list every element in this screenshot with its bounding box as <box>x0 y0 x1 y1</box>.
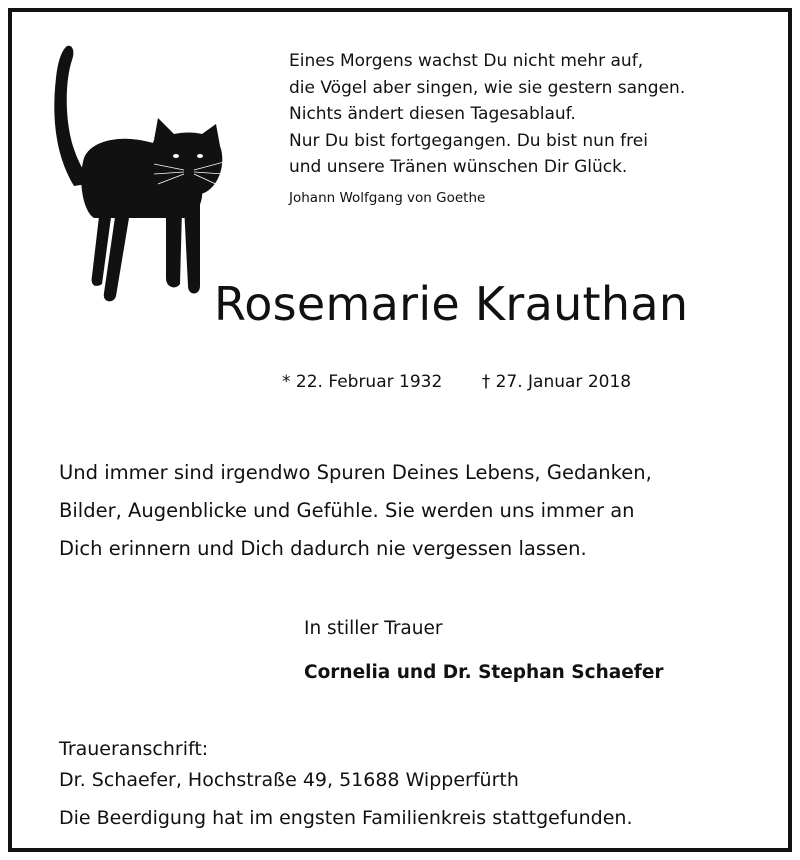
mourner-names: Cornelia und Dr. Stephan Schaefer <box>304 662 664 683</box>
poem-author: Johann Wolfgang von Goethe <box>289 189 486 206</box>
address-label: Traueranschrift: <box>59 738 209 760</box>
address-line: Dr. Schaefer, Hochstraße 49, 51688 Wipperfürth <box>59 769 519 791</box>
funeral-note: Die Beerdigung hat im engsten Familienkreis stattgefunden. <box>59 807 633 829</box>
poem-line: Eines Morgens wachst Du nicht mehr auf, <box>289 51 644 71</box>
death-date: † 27. Januar 2018 <box>481 372 632 392</box>
poem-line: Nur Du bist fortgegangen. Du bist nun frei <box>289 130 648 151</box>
verse-line: Bilder, Augenblicke und Gefühle. Sie werden uns immer an <box>59 499 635 522</box>
memorial-verse <box>59 454 759 568</box>
life-dates <box>282 372 631 392</box>
poem-line: Nichts ändert diesen Tagesablauf. <box>289 104 576 124</box>
poem-line: die Vögel aber singen, wie sie gestern sangen. <box>289 77 686 98</box>
condolence-address <box>59 734 519 796</box>
poem <box>289 48 769 206</box>
verse-line: Dich erinnern und Dich dadurch nie vergessen lassen. <box>59 537 587 560</box>
deceased-name: Rosemarie Krauthan <box>214 277 689 331</box>
birth-date: * 22. Februar 1932 <box>282 372 443 392</box>
mourning-intro: In stiller Trauer <box>304 618 443 639</box>
black-cat-icon <box>34 38 224 308</box>
verse-line: Und immer sind irgendwo Spuren Deines Lebens, Gedanken, <box>59 461 652 484</box>
obituary-frame <box>8 8 792 852</box>
poem-line: und unsere Tränen wünschen Dir Glück. <box>289 157 628 177</box>
